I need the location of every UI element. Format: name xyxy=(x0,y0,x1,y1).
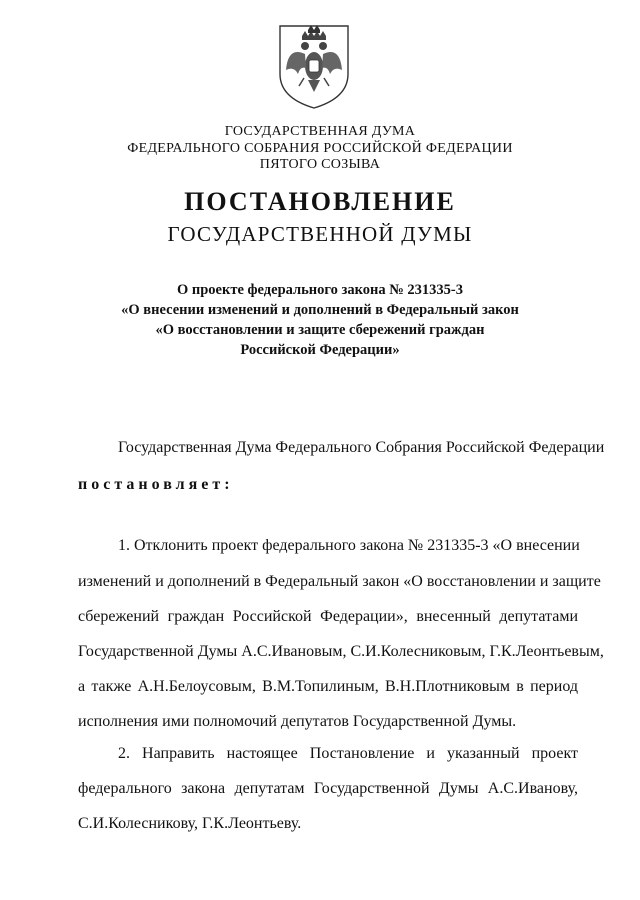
subject-line-3: «О восстановлении и защите сбережений граждан xyxy=(155,322,485,338)
paragraph-1-line-1: 1. Отклонить проект федерального закона № 231335-3 «О внесении xyxy=(118,537,580,554)
double-headed-eagle-emblem-icon xyxy=(276,22,352,110)
paragraph-2-line-2: федерального закона депутатам Государственной Думы А.С.Иванову, xyxy=(78,780,578,797)
resolves-word: постановляет: xyxy=(78,476,234,493)
paragraph-2-line-1: 2. Направить настоящее Постановление и указанный проект xyxy=(118,745,578,762)
subject-line-4: Российской Федерации» xyxy=(240,342,400,358)
subject-line-1: О проекте федерального закона № 231335-3 xyxy=(176,282,464,298)
paragraph-1-line-3: сбережений граждан Российской Федерации», внесенный депутатами xyxy=(78,608,578,625)
subject-line-2: «О внесении изменений и дополнений в Федеральный закон xyxy=(121,302,519,318)
header-convocation: ПЯТОГО СОЗЫВА xyxy=(259,157,381,172)
paragraph-1-line-2: изменений и дополнений в Федеральный закон «О восстановлении и защите xyxy=(78,573,601,590)
paragraph-1-line-6: исполнения ими полномочий депутатов Государственной Думы. xyxy=(78,713,517,730)
paragraph-2-line-3: С.И.Колесникову, Г.К.Леонтьеву. xyxy=(78,815,302,832)
preamble: Государственная Дума Федерального Собрания Российской Федерации xyxy=(118,439,605,456)
header-duma: ГОСУДАРСТВЕННАЯ ДУМА xyxy=(224,124,416,139)
paragraph-1-line-4: Государственной Думы А.С.Ивановым, С.И.Колесниковым, Г.К.Леонтьевым, xyxy=(78,643,604,660)
document-subtitle: ГОСУДАРСТВЕННОЙ ДУМЫ xyxy=(167,222,473,246)
paragraph-1-line-5: а также А.Н.Белоусовым, В.М.Топилиным, В.Н.Плотниковым в период xyxy=(78,678,578,695)
header-federal-assembly: ФЕДЕРАЛЬНОГО СОБРАНИЯ РОССИЙСКОЙ ФЕДЕРАЦИИ xyxy=(127,141,513,156)
document-title: ПОСТАНОВЛЕНИЕ xyxy=(184,187,456,216)
